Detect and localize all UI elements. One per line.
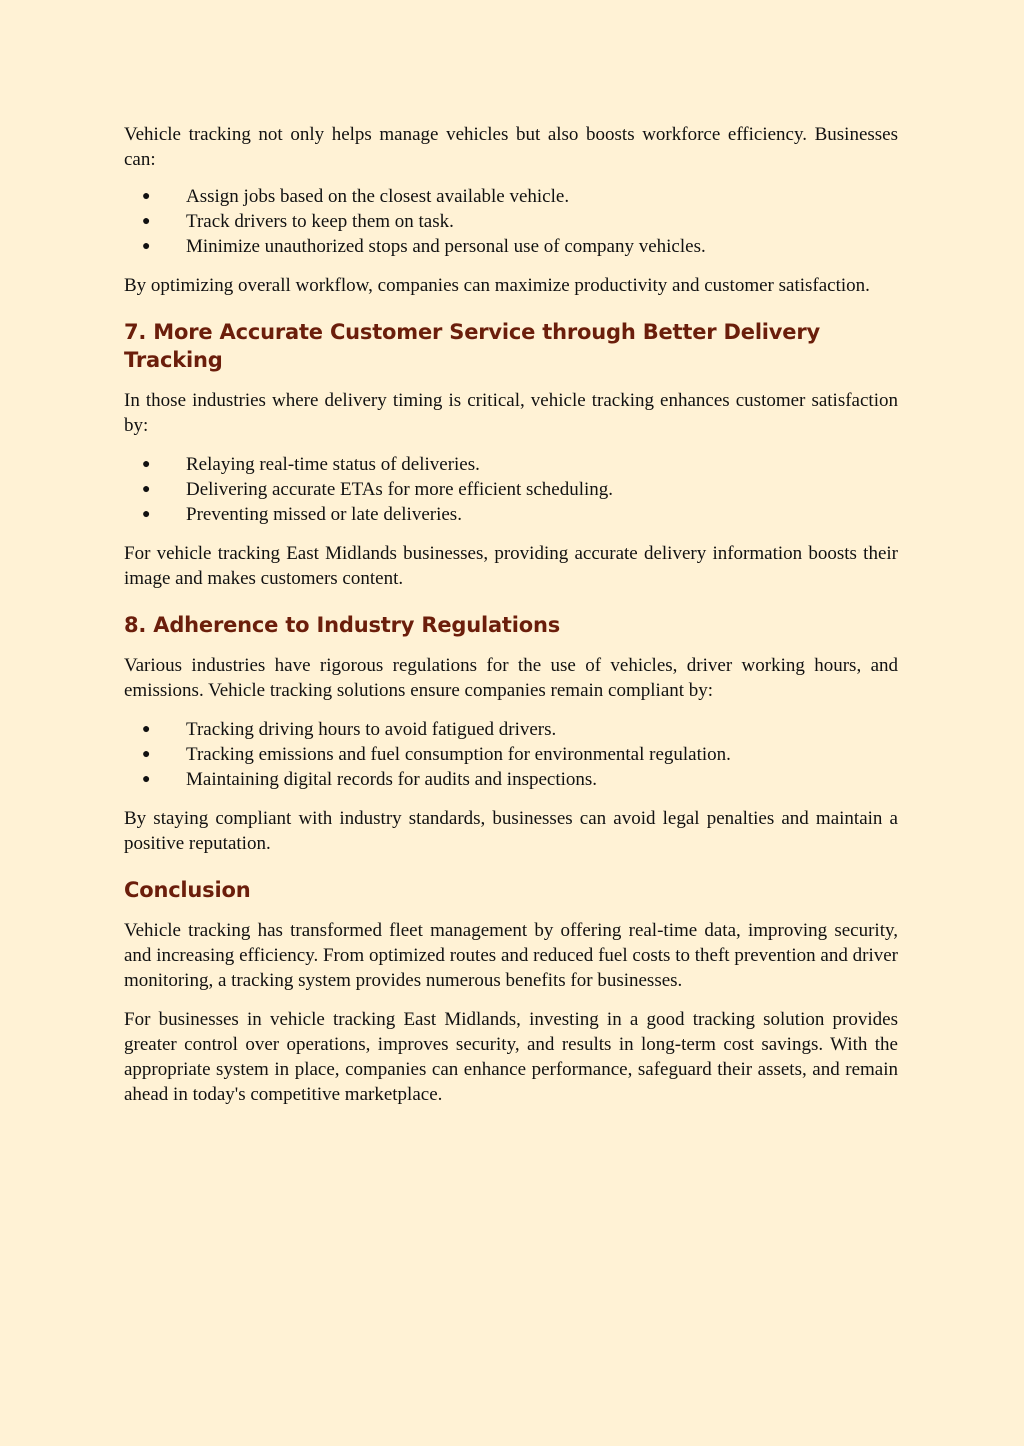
section-7-bullet-list — [124, 452, 898, 527]
bullet-icon: ● — [142, 747, 151, 762]
section-7-heading: 7. More Accurate Customer Service through Better Delivery Tracking — [124, 320, 820, 372]
section-7-closing-paragraph: For vehicle tracking East Midlands businesses, providing accurate delivery information boosts their image and makes customers content. — [124, 543, 898, 589]
section-8-bullet-list — [124, 717, 898, 792]
list-item: ● Preventing missed or late deliveries. — [142, 504, 462, 525]
intro-closing-paragraph: By optimizing overall workflow, companies can maximize productivity and customer satisfaction. — [124, 275, 870, 296]
bullet-icon: ● — [142, 507, 151, 522]
bullet-icon: ● — [142, 457, 151, 472]
bullet-icon: ● — [142, 239, 151, 254]
list-item: ● Relaying real-time status of deliveries. — [142, 454, 480, 475]
conclusion-paragraph: For businesses in vehicle tracking East Midlands, investing in a good tracking solution provides greater control over operations, improves security, and results in long-term cost savings. With the appropriate system in place, companies can enhance performance, safeguard their assets, and remain ahead in today's competitive marketplace. — [124, 1009, 898, 1105]
list-item: ● Minimize unauthorized stops and personal use of company vehicles. — [142, 236, 706, 257]
section-8-heading: 8. Adherence to Industry Regulations — [124, 613, 561, 637]
list-item: ● Maintaining digital records for audits and inspections. — [142, 769, 598, 790]
section-7-paragraph: In those industries where delivery timing is critical, vehicle tracking enhances customer satisfaction by: — [124, 390, 898, 436]
list-item: ● Assign jobs based on the closest available vehicle. — [142, 186, 570, 207]
bullet-icon: ● — [142, 189, 151, 204]
bullet-icon: ● — [142, 722, 151, 737]
list-item: ● Track drivers to keep them on task. — [142, 211, 454, 232]
conclusion-paragraph: Vehicle tracking has transformed fleet management by offering real-time data, improving security, and increasing efficiency. From optimized routes and reduced fuel costs to theft prevention and driver monitoring, a tracking system provides numerous benefits for businesses. — [124, 920, 898, 991]
list-item: ● Tracking driving hours to avoid fatigued drivers. — [142, 719, 557, 740]
bullet-icon: ● — [142, 214, 151, 229]
list-item: ● Delivering accurate ETAs for more efficient scheduling. — [142, 479, 614, 500]
intro-bullet-list — [124, 184, 898, 259]
bullet-icon: ● — [142, 772, 151, 787]
intro-paragraph: Vehicle tracking not only helps manage vehicles but also boosts workforce efficiency. Businesses can: — [124, 124, 898, 170]
bullet-icon: ● — [142, 482, 151, 497]
section-8-closing-paragraph: By staying compliant with industry standards, businesses can avoid legal penalties and maintain a positive reputation. — [124, 808, 898, 854]
conclusion-heading: Conclusion — [124, 878, 251, 902]
list-item: ● Tracking emissions and fuel consumption for environmental regulation. — [142, 744, 731, 765]
section-8-paragraph: Various industries have rigorous regulations for the use of vehicles, driver working hours, and emissions. Vehicle tracking solutions ensure companies remain compliant by: — [124, 655, 898, 701]
